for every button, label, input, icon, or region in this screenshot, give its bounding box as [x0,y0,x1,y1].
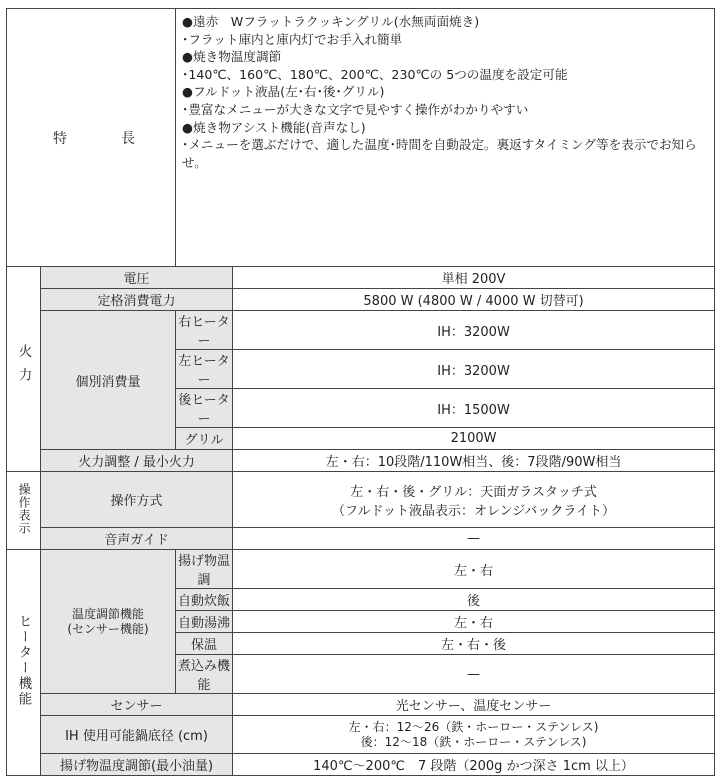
temp-label-line: 温度調節機能 [72,606,145,621]
voltage-row [7,267,715,289]
features-row [7,9,715,267]
fry-row [7,754,715,776]
sensor-row [7,694,715,716]
method-row [7,472,715,528]
spec-sheet [6,8,714,776]
temp-item-label: 自動炊飯 [176,589,233,611]
method-line: 左・右・後・グリル：天面ガラスタッチ式 [350,484,597,500]
method-value [233,472,715,528]
features-label: 特 長 [7,9,176,267]
feature-line: ●焼き物アシスト機能(音声なし) [182,119,366,135]
sousa-label: 操作表示 [17,482,31,535]
heater-name: 後ヒーター [176,389,233,428]
fry-value: 140℃～200℃ 7 段階（200g かつ深さ 1cm 以上） [233,754,715,776]
method-line: （フルドット液晶表示：オレンジバックライト） [332,503,616,519]
fry-label: 揚げ物温度調節(最小油量) [41,754,233,776]
rated-row [7,289,715,311]
heater-name: 左ヒーター [176,350,233,389]
feature-line: ･140℃、160℃、180℃、200℃、230℃の 5つの温度を設定可能 [182,66,568,82]
adjust-row [7,450,715,472]
temp-item-value: 左・右 [233,550,715,589]
method-label: 操作方式 [41,472,233,528]
voice-label: 音声ガイド [41,528,233,550]
rated-value: 5800 W (4800 W / 4000 W 切替可) [233,289,715,311]
karyoku-label: 火力 [15,343,32,391]
spec-table [6,8,715,776]
feature-line: ･フラット庫内と庫内灯でお手入れ簡単 [182,31,403,47]
adjust-label: 火力調整 / 最小火力 [41,450,233,472]
sensor-value: 光センサー、温度センサー [233,694,715,716]
temp-item-value: 左・右・後 [233,633,715,655]
heater-name: グリル [176,428,233,450]
temp-row [7,550,715,589]
heater-section-label [7,550,41,776]
individual-label: 個別消費量 [41,311,176,450]
temp-label-line: (センサー機能) [67,621,149,636]
temp-item-label: 保温 [176,633,233,655]
feature-line: ●焼き物温度調節 [182,49,282,65]
pot-line: 後：12～18（鉄・ホーロー・ステンレス) [360,734,587,749]
features-list [176,9,715,267]
adjust-value: 左・右：10段階/110W相当、後：7段階/90W相当 [233,450,715,472]
feature-line: ●遠赤 Wフラットラクッキングリル(水無両面焼き) [182,14,480,29]
temp-item-label: 煮込み機能 [176,655,233,694]
temp-label [41,550,176,694]
temp-item-label: 揚げ物温調 [176,550,233,589]
temp-item-value: 左・右 [233,611,715,633]
heater-name: 右ヒーター [176,311,233,350]
heater-value: 2100W [233,428,715,450]
sousa-section-label [7,472,41,550]
voltage-value: 単相 200V [233,267,715,289]
pot-value [233,716,715,754]
temp-item-value: — [233,655,715,694]
feature-line: ･豊富なメニューが大きな文字で見やすく操作がわかりやすい [182,101,529,117]
heater-value: IH：3200W [233,311,715,350]
temp-item-label: 自動湯沸 [176,611,233,633]
pot-row [7,716,715,754]
temp-item-value: 後 [233,589,715,611]
pot-line: 左・右：12～26（鉄・ホーロー・ステンレス) [348,719,599,734]
heater-label: ヒーター機能 [15,614,32,707]
feature-line: ･メニューを選ぶだけで、適した温度･時間を自動設定。裏返すタイミング等を表示でお知らせ。 [182,137,697,170]
voice-row [7,528,715,550]
rated-label: 定格消費電力 [41,289,233,311]
feature-line: ●フルドット液晶(左･右･後･グリル) [182,84,385,100]
karyoku-section-label [7,267,41,472]
heater-value: IH：3200W [233,350,715,389]
sensor-label: センサー [41,694,233,716]
individual-row [7,311,715,350]
voice-value: — [233,528,715,550]
pot-label: IH 使用可能鍋底径 (cm) [41,716,233,754]
heater-value: IH：1500W [233,389,715,428]
voltage-label: 電圧 [41,267,233,289]
